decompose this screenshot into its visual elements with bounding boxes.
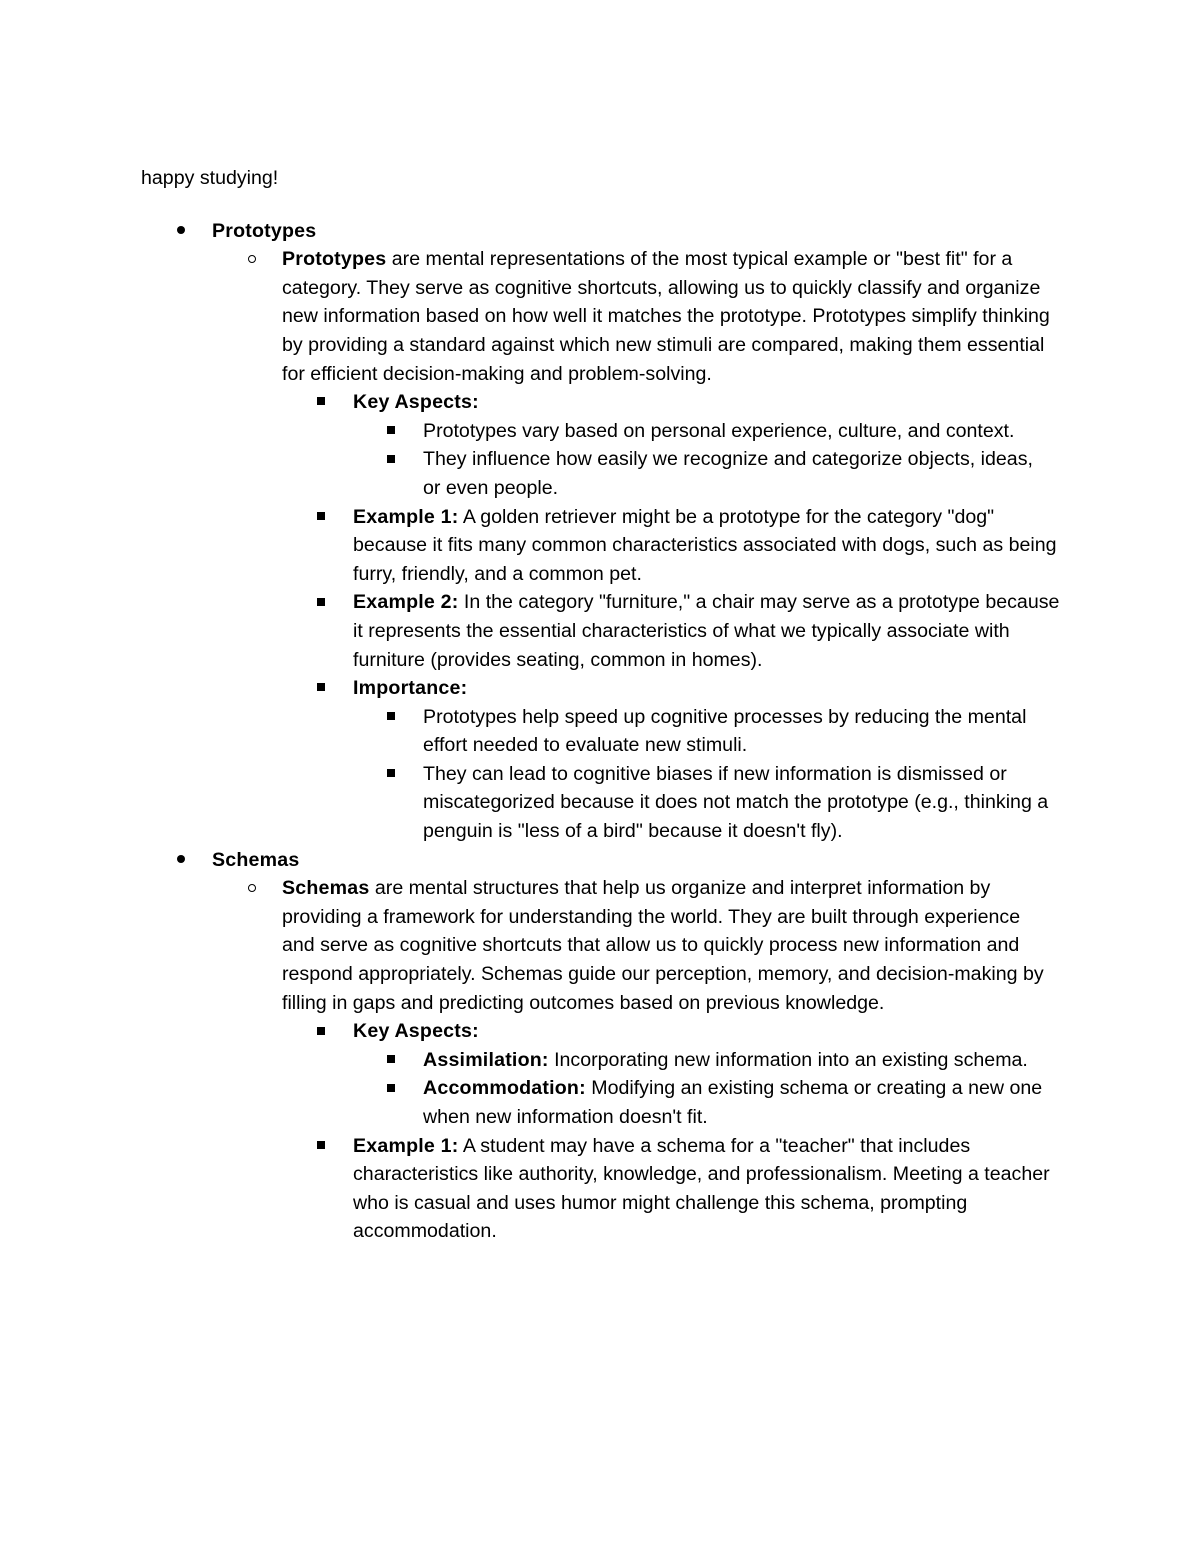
- example-paragraph: [353, 1132, 1061, 1246]
- definition-text: are mental structures that help us organize and interpret information by providing a framework for understanding the world. They are built through experience and serve as cognitive shortcuts that allow us to quickly process new information and respond appropriately. Schemas guide our perception, memory, and decision-making by filling in gaps and predicting outcomes based on previous knowledge.: [282, 877, 1044, 1014]
- bullet-square-icon: [381, 703, 401, 732]
- definition-paragraph: [282, 874, 1052, 1017]
- list-item: [141, 760, 1071, 846]
- bullet-square-icon: [311, 503, 331, 532]
- bullet-square-icon: [311, 1132, 331, 1161]
- importance-label: Importance:: [353, 677, 468, 700]
- bullet-square-icon: [311, 588, 331, 617]
- bullet-square-icon: [381, 1074, 401, 1103]
- key-aspects-label: Key Aspects:: [353, 391, 479, 414]
- example-paragraph: [353, 588, 1061, 674]
- definition-text: are mental representations of the most typical example or "best fit" for a category. They serve as cognitive shortcuts, allowing us to quickly classify and organize new information based on how well it matches the prototype. Prototypes simplify thinking by providing a standard against which new stimuli are compared, making them essential for efficient decision-making and problem-solving.: [282, 248, 1050, 385]
- key-aspect-text: Prototypes vary based on personal experience, culture, and context.: [423, 419, 1015, 442]
- bullet-square-icon: [311, 388, 331, 417]
- example-item: [141, 588, 1071, 674]
- key-aspects-label: Key Aspects:: [353, 1020, 479, 1043]
- bullet-dot-icon: [171, 846, 191, 875]
- key-aspect-paragraph: [423, 1046, 1053, 1075]
- key-aspect-text: They influence how easily we recognize and categorize objects, ideas, or even people.: [423, 448, 1033, 499]
- key-aspect-text: Incorporating new information into an existing schema.: [548, 1048, 1028, 1071]
- example-item: [141, 503, 1071, 589]
- example-text: In the category "furniture," a chair may serve as a prototype because it represents the essential characteristics of what we typically associate with furniture (provides seating, common in homes).: [353, 591, 1060, 671]
- definition-term: Prototypes: [282, 248, 387, 271]
- key-aspects-heading: [141, 388, 1071, 417]
- key-aspect-label: Assimilation:: [423, 1048, 549, 1071]
- definition-term: Schemas: [282, 877, 370, 900]
- bullet-square-icon: [381, 1046, 401, 1075]
- bullet-square-icon: [311, 674, 331, 703]
- example-text: A student may have a schema for a "teacher" that includes characteristics like authority, knowledge, and professionalism. Meeting a teacher who is casual and uses humor might challenge this schema, prompting accommodation.: [353, 1134, 1050, 1243]
- section-heading-prototypes: [141, 217, 1071, 246]
- example-item: [141, 1132, 1071, 1246]
- key-aspect-paragraph: [423, 1074, 1053, 1131]
- definition-paragraph: [282, 245, 1052, 388]
- list-item: [141, 417, 1071, 446]
- importance-heading: [141, 674, 1071, 703]
- section-heading-schemas: [141, 846, 1071, 875]
- list-item: [141, 445, 1071, 502]
- key-aspect-label: Accommodation:: [423, 1077, 586, 1100]
- list-item: [141, 1046, 1071, 1075]
- bullet-circle-icon: [242, 874, 262, 903]
- definition-item: [141, 874, 1071, 1017]
- example-text: A golden retriever might be a prototype for the category "dog" because it fits many common characteristics associated with dogs, such as being furry, friendly, and a common pet.: [353, 505, 1057, 585]
- key-aspect-text: Modifying an existing schema or creating a new one when new information doesn't fit.: [423, 1077, 1043, 1128]
- example-paragraph: [353, 503, 1061, 589]
- example-label: Example 1:: [353, 505, 459, 528]
- bullet-square-icon: [381, 760, 401, 789]
- list-item: [141, 703, 1071, 760]
- section-title: Prototypes: [212, 219, 317, 242]
- document-body: [141, 164, 1071, 1246]
- importance-text: They can lead to cognitive biases if new information is dismissed or miscategorized because it does not match the prototype (e.g., thinking a penguin is "less of a bird" because it doesn't fly).: [423, 762, 1049, 843]
- bullet-dot-icon: [171, 217, 191, 246]
- list-item: [141, 1074, 1071, 1131]
- bullet-square-icon: [381, 417, 401, 446]
- example-label: Example 2:: [353, 591, 459, 614]
- example-label: Example 1:: [353, 1134, 459, 1157]
- importance-text: Prototypes help speed up cognitive processes by reducing the mental effort needed to evaluate new stimuli.: [423, 705, 1027, 757]
- bullet-circle-icon: [242, 245, 262, 274]
- section-title: Schemas: [212, 848, 300, 871]
- bullet-square-icon: [311, 1017, 331, 1046]
- key-aspects-heading: [141, 1017, 1071, 1046]
- bullet-square-icon: [381, 445, 401, 474]
- definition-item: [141, 245, 1071, 388]
- intro-text: happy studying!: [141, 167, 279, 189]
